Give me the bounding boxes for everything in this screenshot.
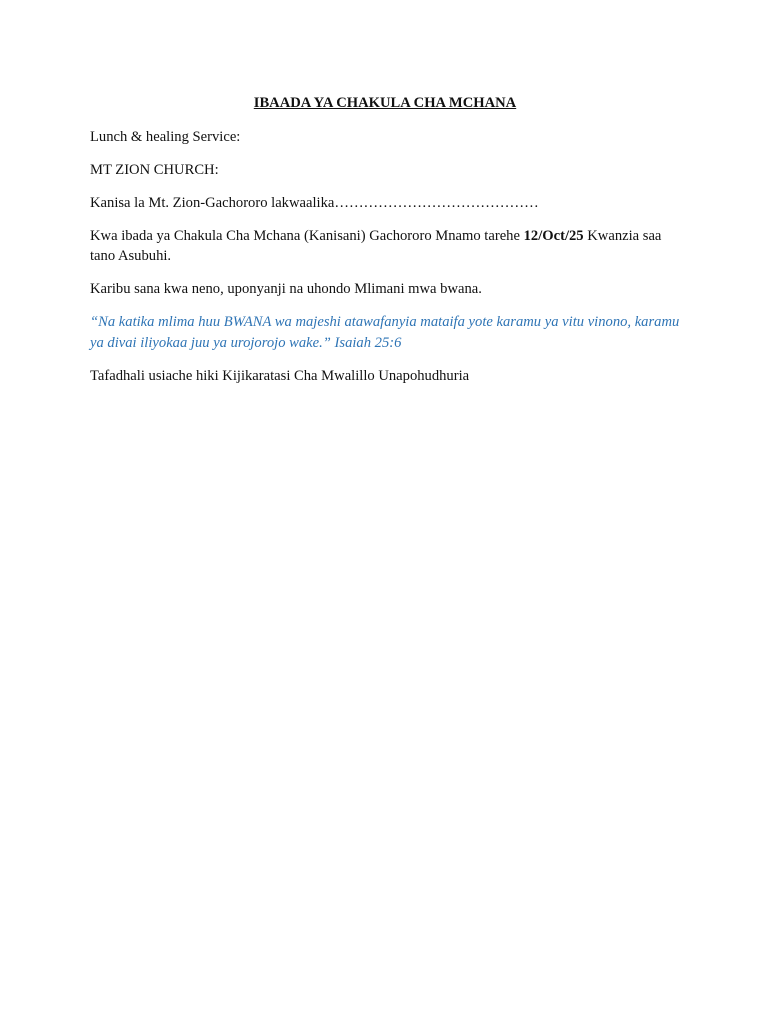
document-title: IBAADA YA CHAKULA CHA MCHANA bbox=[253, 95, 517, 111]
service-line: Lunch & healing Service: bbox=[90, 128, 241, 145]
event-date: 12/Oct/25 bbox=[523, 227, 584, 244]
invitation-line: Kanisa la Mt. Zion-Gachororo lakwaalika…………………………………… bbox=[90, 194, 539, 211]
event-text-before-date: Kwa ibada ya Chakula Cha Mchana (Kanisani) Gachororo Mnamo tarehe bbox=[90, 227, 524, 244]
attendance-note: Tafadhali usiache hiki Kijikaratasi Cha Mwalillo Unapohudhuria bbox=[90, 367, 470, 384]
welcome-line: Karibu sana kwa neno, uponyanji na uhondo Mlimani mwa bwana. bbox=[90, 281, 482, 297]
document-body bbox=[90, 93, 680, 399]
scripture-quote: “Na katika mlima huu BWANA wa majeshi atawafanyia mataifa yote karamu ya vitu vinono, karamu ya divai iliyokaa juu ya urojorojo wake.” Isaiah 25:6 bbox=[90, 314, 680, 351]
church-name-line: MT ZION CHURCH: bbox=[90, 161, 219, 178]
event-text-after-date: Kwanzia saa tano Asubuhi. bbox=[90, 227, 662, 264]
event-details-paragraph bbox=[90, 226, 680, 267]
